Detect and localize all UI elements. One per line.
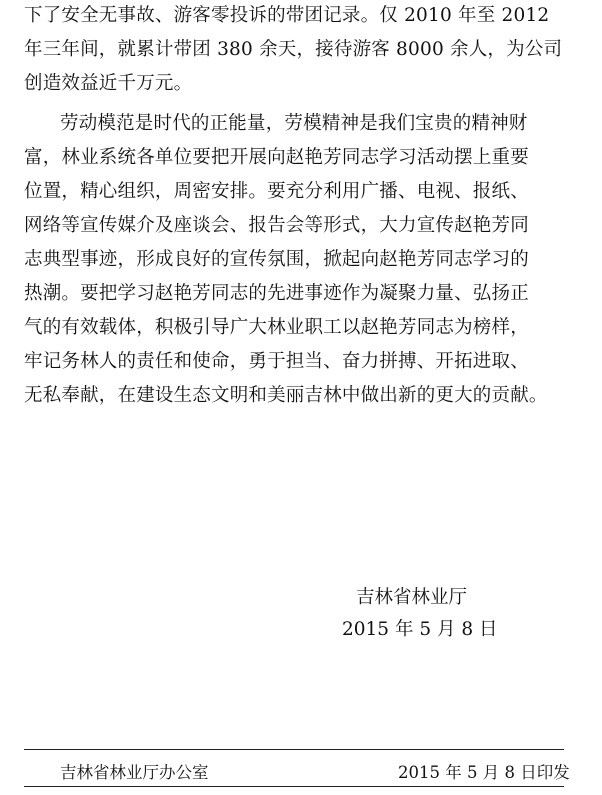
signature-org: 吉林省林业厅 bbox=[356, 587, 468, 608]
footer-rule-bottom bbox=[24, 786, 564, 787]
footer-printed-date: 2015 年 5 月 8 日印发 bbox=[398, 763, 570, 782]
body-line-9: 热潮。要把学习赵艳芳同志的先进事迹作为凝聚力量、弘扬正 bbox=[24, 283, 529, 304]
body-line-2: 年三年间，就累计带团 380 余天，接待游客 8000 余人，为公司 bbox=[24, 39, 563, 60]
footer-office: 吉林省林业厅办公室 bbox=[60, 763, 209, 782]
body-line-5: 富，林业系统各单位要把开展向赵艳芳同志学习活动摆上重要 bbox=[24, 147, 529, 168]
body-line-6: 位置，精心组织，周密安排。要充分利用广播、电视、报纸、 bbox=[24, 181, 529, 202]
body-line-12: 无私奉献，在建设生态文明和美丽吉林中做出新的更大的贡献。 bbox=[24, 385, 548, 406]
body-line-10: 气的有效载体，积极引导广大林业职工以赵艳芳同志为榜样， bbox=[24, 317, 529, 338]
body-line-1: 下了安全无事故、游客零投诉的带团记录。仅 2010 年至 2012 bbox=[24, 5, 550, 26]
body-line-4: 劳动模范是时代的正能量，劳模精神是我们宝贵的精神财 bbox=[60, 113, 528, 134]
body-line-7: 网络等宣传媒介及座谈会、报告会等形式，大力宣传赵艳芳同 bbox=[24, 215, 529, 236]
body-line-11: 牢记务林人的责任和使命，勇于担当、奋力拼搏、开拓进取、 bbox=[24, 351, 529, 372]
body-line-3: 创造效益近千万元。 bbox=[24, 73, 193, 94]
signature-date: 2015 年 5 月 8 日 bbox=[342, 619, 498, 640]
body-line-8: 志典型事迹，形成良好的宣传氛围，掀起向赵艳芳同志学习的 bbox=[24, 249, 529, 270]
footer-rule-top bbox=[24, 749, 564, 750]
